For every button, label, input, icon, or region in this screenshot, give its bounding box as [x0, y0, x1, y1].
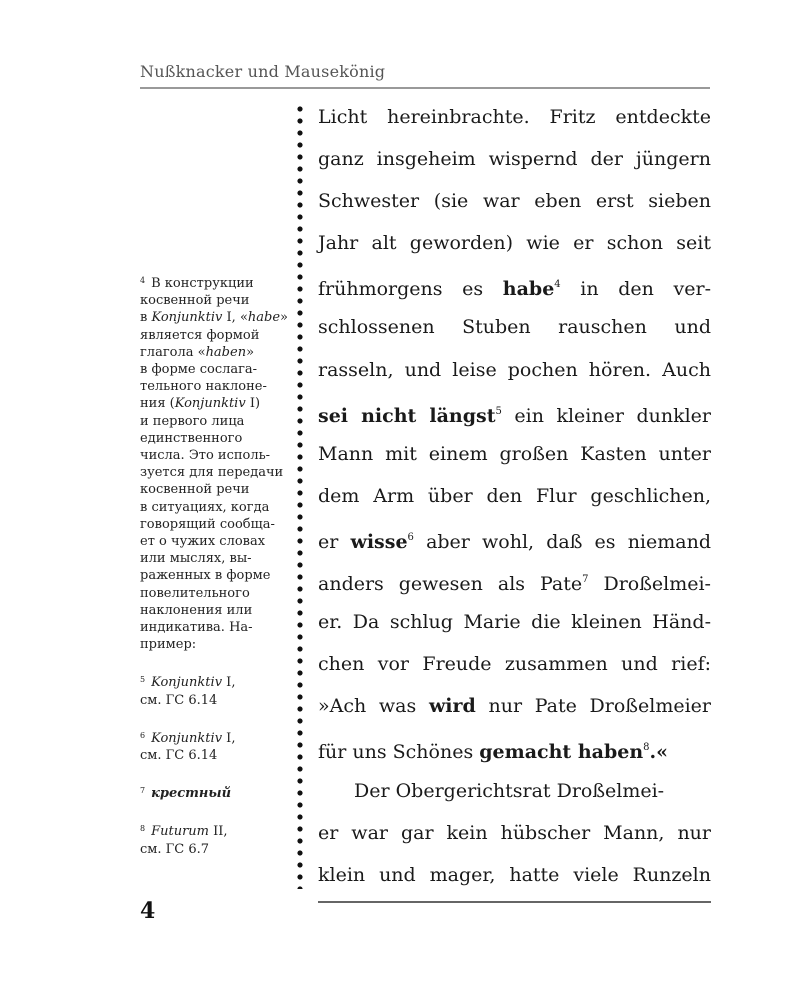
text-run: aber wohl, daß es niemand [413, 530, 711, 553]
italic-text: Konjunktiv [174, 396, 246, 412]
text-run: er [318, 530, 351, 553]
footnote-line [140, 841, 288, 858]
bold-text: habe [502, 278, 555, 301]
footnote-line [140, 692, 288, 709]
text-run: тельного наклоне- [140, 379, 267, 395]
text-line [318, 96, 711, 138]
text-run: I, « [222, 310, 248, 326]
text-run: или мыслях, вы- [140, 551, 252, 567]
footnote-line [140, 499, 288, 516]
footnote-line [140, 327, 288, 344]
text-run: I) [245, 396, 261, 412]
italic-text: Futurum [151, 824, 209, 840]
footnote-line [140, 516, 288, 533]
footnote-line [140, 361, 288, 378]
text-run: косвенной речи [140, 293, 250, 309]
footnote-line [140, 820, 288, 840]
text-line [318, 770, 711, 812]
text-line [318, 517, 711, 559]
text-run: косвенной речи [140, 482, 250, 498]
text-line [318, 180, 711, 222]
text-run: Schwester (sie war eben erst sieben [318, 190, 711, 213]
text-line [318, 854, 711, 896]
text-line [318, 391, 711, 433]
text-run: пример: [140, 637, 197, 653]
bold-text: gemacht haben [479, 741, 644, 764]
text-run: chen vor Freude zusammen und rief: [318, 653, 711, 676]
footnote-line [140, 671, 288, 691]
text-run: nur Pate Droßelmeier [475, 695, 711, 718]
text-line [318, 685, 711, 727]
text-run: für uns Schönes [318, 741, 480, 764]
italic-text: Konjunktiv [151, 675, 223, 691]
text-run: frühmorgens es [318, 278, 503, 301]
text-line [318, 264, 711, 306]
text-run: ет о чужих словах [140, 534, 266, 550]
footnote-line [140, 727, 288, 747]
footnote-line [140, 782, 288, 802]
text-run: и первого лица [140, 413, 245, 429]
footnote-ref: 4 [554, 279, 561, 291]
text-line [318, 559, 711, 601]
text-run: » [280, 310, 289, 326]
text-run: повелительного [140, 585, 250, 601]
text-run: I, [222, 675, 236, 691]
text-run: I, [222, 730, 236, 746]
footnote-line [140, 567, 288, 584]
footnote-line [140, 447, 288, 464]
italic-text: Konjunktiv [151, 310, 223, 326]
text-line [318, 727, 711, 769]
text-run: является формой [140, 327, 260, 343]
footnote-line [140, 378, 288, 395]
text-run: Jahr alt geworden) wie er schon seit [318, 232, 711, 255]
text-run: раженных в форме [140, 568, 271, 584]
footnote-line [140, 619, 288, 636]
text-run: er. Da schlug Marie die kleinen Händ- [318, 611, 711, 634]
footnote-line [140, 550, 288, 567]
footnote-line [140, 602, 288, 619]
text-run: rasseln, und leise pochen hören. Auch [318, 358, 711, 381]
text-run: » [246, 344, 255, 360]
text-line [318, 222, 711, 264]
footnote-line [140, 272, 288, 292]
text-run: см. ГС 6.14 [140, 748, 218, 764]
text-run: II, [209, 824, 228, 840]
text-run: единственного [140, 430, 243, 446]
text-run: dem Arm über den Flur geschlichen, [318, 484, 711, 507]
dotted-separator [296, 103, 304, 889]
text-run: говорящий сообща- [140, 516, 275, 532]
footnote-line [140, 292, 288, 309]
footnote-ref: 5 [495, 405, 502, 417]
footnote-ref: 6 [407, 531, 414, 543]
footnote-5 [140, 671, 288, 708]
footnote-line [140, 344, 288, 361]
text-line [318, 601, 711, 643]
text-run: индикатива. На- [140, 620, 253, 636]
italic-text: Konjunktiv [151, 730, 223, 746]
footnote-line [140, 464, 288, 481]
footnotes-column [140, 272, 288, 876]
footnote-number: 8 [140, 824, 146, 834]
text-line [318, 349, 711, 391]
footnote-4 [140, 272, 288, 653]
footnote-7 [140, 782, 288, 802]
bold-text: sei nicht längst [318, 404, 496, 427]
text-run: ganz insgeheim wispernd der jüngern [318, 148, 711, 171]
italic-text: haben [205, 344, 247, 360]
text-line [318, 475, 711, 517]
text-run: ния ( [140, 396, 175, 412]
text-line [318, 643, 711, 685]
footnote-line [140, 636, 288, 653]
footnote-number: 7 [140, 786, 146, 796]
bold-text: wisse [350, 530, 408, 553]
text-line [318, 812, 711, 854]
text-run: наклонения или [140, 602, 253, 618]
footnote-line [140, 481, 288, 498]
bottom-rule [318, 901, 711, 903]
footnote-6 [140, 727, 288, 764]
bold-text: wird [428, 695, 476, 718]
text-run: см. ГС 6.14 [140, 692, 218, 708]
footnote-8 [140, 820, 288, 857]
text-run: schlossenen Stuben rauschen und [318, 316, 711, 339]
text-run: в ситуациях, когда [140, 499, 270, 515]
text-run: Der Obergerichtsrat Droßelmei- [354, 779, 665, 802]
footnote-line [140, 395, 288, 412]
text-run: глагола « [140, 344, 206, 360]
text-run: В конструкции [151, 276, 254, 291]
page-number: 4 [140, 898, 156, 924]
text-run: Licht hereinbrachte. Fritz entdeckte [318, 106, 711, 128]
text-line [318, 306, 711, 348]
text-run: числа. Это исполь- [140, 448, 271, 464]
book-title: Nußknacker und Mausekönig [140, 62, 386, 81]
text-run: klein und mager, hatte viele Runzeln [318, 863, 711, 886]
footnote-line [140, 430, 288, 447]
footnote-ref: 7 [582, 574, 589, 586]
footnote-line [140, 747, 288, 764]
text-run: Droßelmei- [588, 573, 711, 596]
running-header [140, 62, 710, 89]
footnote-ref: 8 [643, 742, 650, 754]
footnote-line [140, 585, 288, 602]
footnote-line [140, 413, 288, 430]
footnote-line [140, 533, 288, 550]
text-run: »Ach was [318, 695, 429, 718]
text-run: ein kleiner dunkler [501, 404, 711, 427]
text-run: зуется для передачи [140, 465, 284, 481]
footnote-number: 5 [140, 675, 146, 685]
text-run: см. ГС 6.7 [140, 841, 210, 857]
bold-text: .« [649, 741, 669, 764]
text-line [318, 433, 711, 475]
footnote-line [140, 309, 288, 326]
text-run: в [140, 310, 152, 326]
footnote-number: 6 [140, 730, 146, 740]
italic-text: habe [247, 310, 281, 326]
text-line [318, 138, 711, 180]
bold-italic-text: крестный [151, 786, 232, 802]
text-run: in den ver- [560, 278, 711, 301]
main-text [318, 96, 711, 896]
text-run: Mann mit einem großen Kasten unter [318, 442, 711, 465]
footnote-number: 4 [140, 276, 146, 285]
text-run: er war gar kein hübscher Mann, nur [318, 821, 711, 844]
text-run: anders gewesen als Pate [318, 573, 583, 596]
text-run: в форме сослага- [140, 362, 258, 378]
